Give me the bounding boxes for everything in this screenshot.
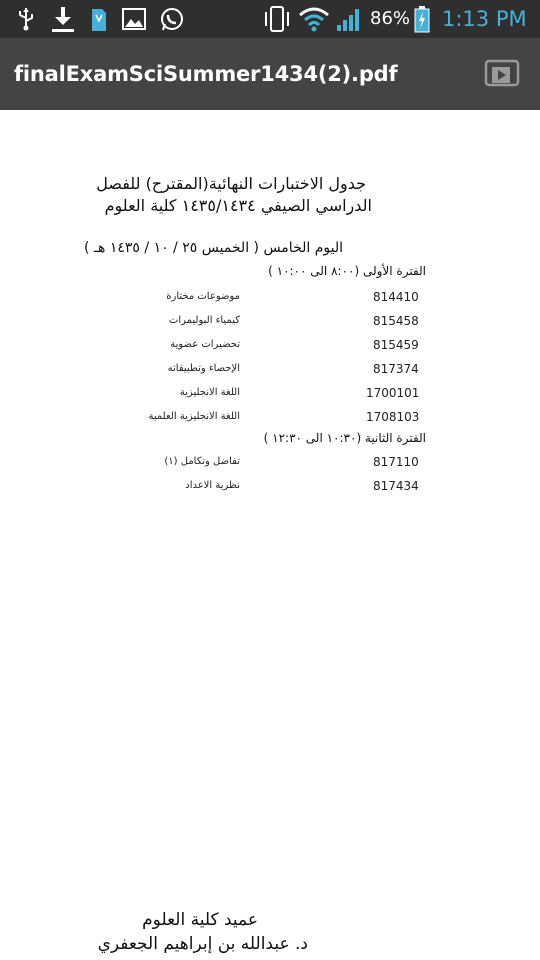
- usb-icon: [14, 0, 38, 38]
- course-name: موضوعات مختارة: [166, 291, 240, 302]
- download-icon: [48, 0, 78, 38]
- clock: 1:13 PM: [442, 7, 527, 31]
- vibrate-icon: [262, 0, 292, 38]
- course-name: تفاضل وتكامل (١): [164, 456, 240, 467]
- course-code: 1700101: [366, 386, 420, 400]
- pdf-page[interactable]: [0, 110, 540, 960]
- image-icon: [120, 0, 148, 38]
- cast-icon[interactable]: [484, 58, 520, 90]
- course-name: اللغة الانجليزية: [179, 387, 240, 398]
- course-name: اللغة الانجليزية العلمية: [148, 411, 240, 422]
- signature-title: عميد كلية العلوم: [142, 910, 258, 930]
- sd-card-icon: [88, 0, 110, 38]
- whatsapp-icon: [158, 0, 186, 38]
- course-name: تحضيرات عضوية: [170, 339, 240, 350]
- course-code: 815459: [373, 338, 419, 352]
- exam-day: اليوم الخامس ( الخميس ٢٥ / ١٠ / ١٤٣٥ هـ ): [84, 240, 343, 256]
- battery-icon: [412, 0, 432, 38]
- doc-title-line2: الدراسي الصيفي ١٤٣٥/١٤٣٤ كلية العلوم: [104, 196, 372, 215]
- signal-icon: [334, 0, 364, 38]
- course-name: نظرية الاعداد: [185, 480, 240, 491]
- wifi-icon: [298, 0, 330, 38]
- doc-title-line1: جدول الاختبارات النهائية(المقترح) للفصل: [96, 174, 366, 193]
- course-name: كيمياء البوليمرات: [168, 315, 240, 326]
- course-name: الإحصاء وتطبيقاته: [167, 363, 240, 374]
- course-code: 1708103: [366, 410, 420, 424]
- period-2-label: الفترة الثانية (١٠:٣٠ الى ١٢:٣٠ ): [263, 431, 426, 445]
- battery-percent: 86%: [370, 8, 411, 29]
- app-bar: [0, 38, 540, 110]
- period-1-label: الفترة الأولى (٨:٠٠ الى ١٠:٠٠ ): [268, 264, 426, 278]
- document-title: finalExamSciSummer1434(2).pdf: [14, 62, 398, 86]
- status-bar: [0, 0, 540, 38]
- course-code: 817434: [373, 479, 419, 493]
- course-code: 817110: [373, 455, 419, 469]
- course-code: 815458: [373, 314, 419, 328]
- signature-name: د. عبدالله بن إبراهيم الجعفري: [97, 934, 308, 954]
- course-code: 814410: [373, 290, 419, 304]
- course-code: 817374: [373, 362, 419, 376]
